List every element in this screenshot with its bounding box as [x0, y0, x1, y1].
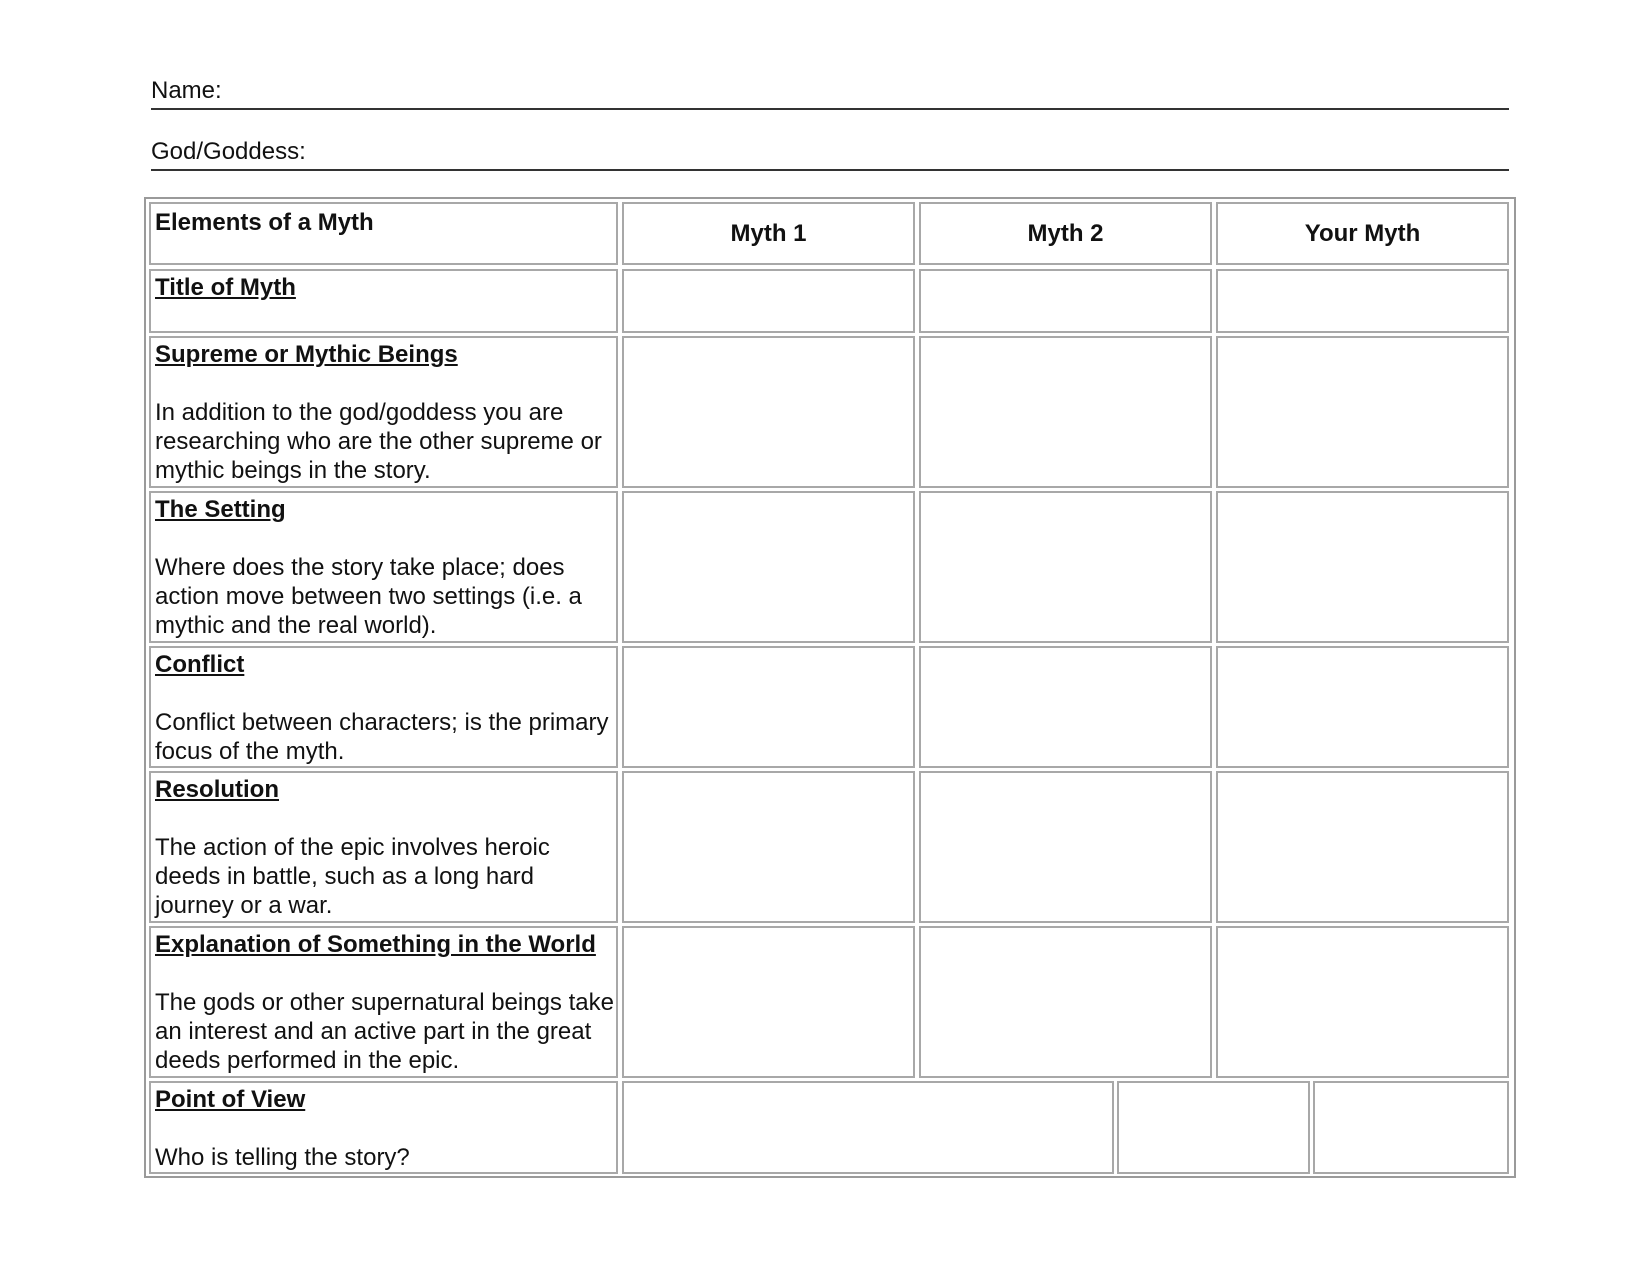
answer-cell-beings-your-myth[interactable]: [1216, 336, 1509, 488]
column-header-myth-1: [622, 202, 915, 265]
answer-cell-explanation-myth-1[interactable]: [622, 926, 915, 1078]
answer-cell-title-your-myth[interactable]: [1216, 269, 1509, 333]
name-field[interactable]: [151, 68, 1509, 110]
row-description: Where does the story take place; does action move between two settings (i.e. a mythic and the real world).: [155, 554, 582, 639]
answer-cell-beings-myth-1[interactable]: [622, 336, 915, 488]
answer-cell-setting-your-myth[interactable]: [1216, 491, 1509, 643]
answer-cell-resolution-myth-1[interactable]: [622, 771, 915, 923]
answer-cell-setting-myth-1[interactable]: [622, 491, 915, 643]
answer-cell-conflict-your-myth[interactable]: [1216, 646, 1509, 768]
answer-cell-resolution-your-myth[interactable]: [1216, 771, 1509, 923]
row-label-title-of-myth: [149, 269, 618, 333]
answer-cell-pov-wide[interactable]: [622, 1081, 1114, 1174]
answer-cell-title-myth-1[interactable]: [622, 269, 915, 333]
myth-elements-table: [144, 197, 1516, 1178]
row-heading: Point of View: [155, 1086, 306, 1113]
row-label-resolution: [149, 771, 618, 923]
row-description: Conflict between characters; is the primary focus of the myth.: [155, 709, 609, 765]
row-label-conflict: [149, 646, 618, 768]
row-description: Who is telling the story?: [155, 1144, 410, 1171]
answer-cell-explanation-myth-2[interactable]: [919, 926, 1212, 1078]
answer-cell-title-myth-2[interactable]: [919, 269, 1212, 333]
column-header-your-myth: [1216, 202, 1509, 265]
corner-header-label: Elements of a Myth: [155, 209, 374, 236]
column-header-label: Your Myth: [1304, 219, 1421, 247]
row-description: In addition to the god/goddess you are researching who are the other supreme or mythic beings in the story.: [155, 399, 602, 484]
row-heading: Conflict: [155, 651, 245, 678]
column-header-label: Myth 2: [1027, 219, 1104, 247]
row-heading: Supreme or Mythic Beings: [155, 341, 458, 368]
answer-cell-beings-myth-2[interactable]: [919, 336, 1212, 488]
answer-cell-pov-right[interactable]: [1313, 1081, 1509, 1174]
row-description: The action of the epic involves heroic deeds in battle, such as a long hard journey or a war.: [155, 834, 550, 919]
row-heading: Explanation of Something in the World: [155, 931, 596, 958]
row-label-setting: [149, 491, 618, 643]
answer-cell-resolution-myth-2[interactable]: [919, 771, 1212, 923]
row-description: The gods or other supernatural beings take an interest and an active part in the great deeds performed in the epic.: [155, 989, 614, 1074]
god-goddess-field[interactable]: [151, 129, 1509, 171]
row-label-explanation: [149, 926, 618, 1078]
corner-header-cell: [149, 202, 618, 265]
answer-cell-explanation-your-myth[interactable]: [1216, 926, 1509, 1078]
answer-cell-conflict-myth-2[interactable]: [919, 646, 1212, 768]
column-header-myth-2: [919, 202, 1212, 265]
name-label: Name:: [151, 77, 222, 104]
answer-cell-setting-myth-2[interactable]: [919, 491, 1212, 643]
answer-cell-pov-middle[interactable]: [1117, 1081, 1310, 1174]
row-label-supreme-beings: [149, 336, 618, 488]
row-label-point-of-view: [149, 1081, 618, 1174]
column-header-label: Myth 1: [730, 219, 807, 247]
god-goddess-label: God/Goddess:: [151, 138, 306, 165]
row-heading: Title of Myth: [155, 274, 296, 301]
row-heading: Resolution: [155, 776, 279, 803]
row-heading: The Setting: [155, 496, 286, 523]
answer-cell-conflict-myth-1[interactable]: [622, 646, 915, 768]
